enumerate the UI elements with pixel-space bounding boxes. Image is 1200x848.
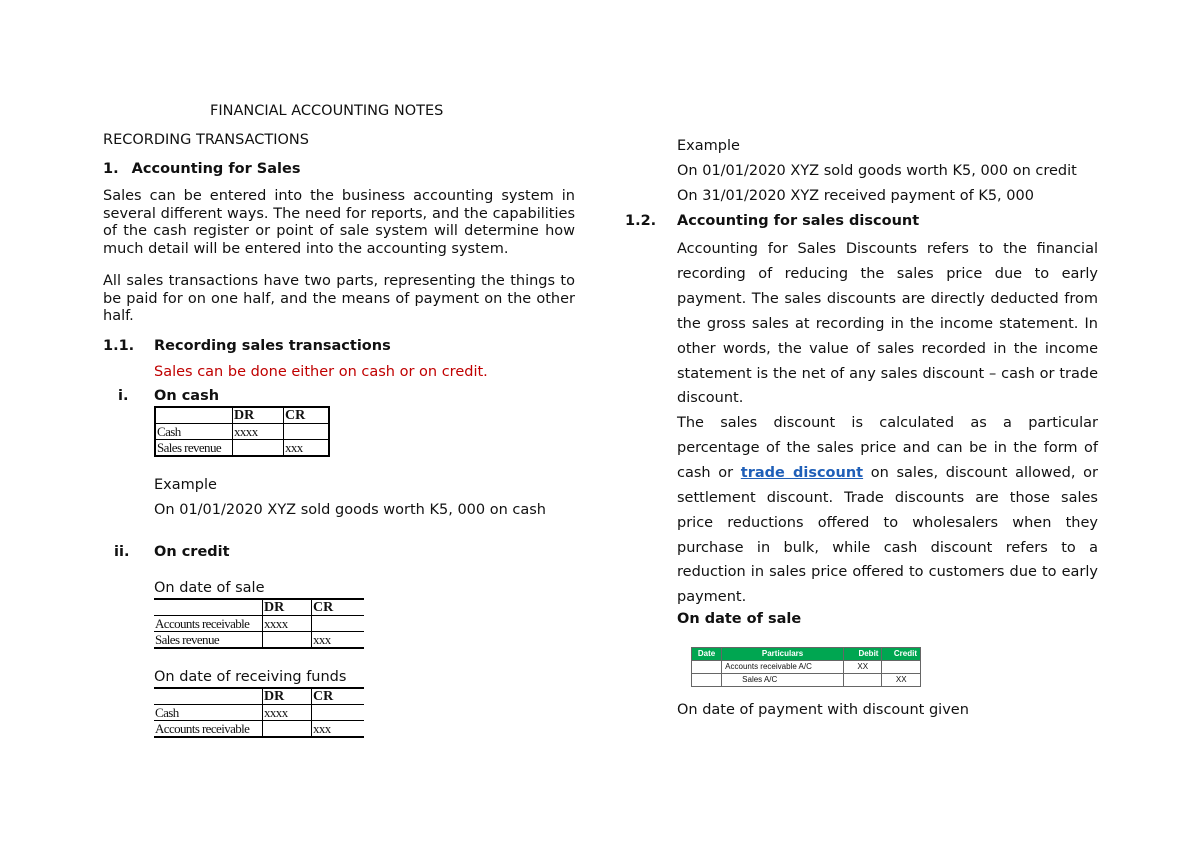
table-cell: Accounts receivable xyxy=(154,616,263,632)
table-row xyxy=(692,674,921,687)
table-cell: XX xyxy=(843,661,882,674)
table-cell xyxy=(312,616,365,632)
table-cell xyxy=(692,674,722,687)
table-row xyxy=(154,688,364,705)
table-cell xyxy=(263,721,312,738)
table-header-row xyxy=(692,648,921,661)
table-cell: Accounts receivable xyxy=(154,721,263,738)
table-row xyxy=(155,440,329,457)
example-credit-sale: On 01/01/2020 XYZ sold goods worth K5, 000 on credit xyxy=(677,163,1077,179)
heading-1-1-number: 1.1. xyxy=(103,338,135,354)
journal-entry-table xyxy=(691,647,921,687)
paragraph-discount-calculation xyxy=(677,411,1098,610)
table-header-dr: DR xyxy=(263,599,312,616)
table-cell xyxy=(154,688,263,705)
table-cell: Cash xyxy=(154,705,263,721)
cash-or-credit-note: Sales can be done either on cash or on credit. xyxy=(154,364,488,380)
table-cell xyxy=(154,599,263,616)
table-header-dr: DR xyxy=(263,688,312,705)
heading-1-1-text: Recording sales transactions xyxy=(154,338,391,354)
table-cell: xxx xyxy=(312,632,365,649)
receiving-funds-table xyxy=(154,687,364,738)
table-cell xyxy=(284,424,330,440)
table-cell: Cash xyxy=(155,424,233,440)
document-title: FINANCIAL ACCOUNTING NOTES xyxy=(210,103,444,119)
example-cash-sale: On 01/01/2020 XYZ sold goods worth K5, 000 on cash xyxy=(154,502,546,518)
table-cell: xxxx xyxy=(263,705,312,721)
table-cell xyxy=(692,661,722,674)
table-cell: xxx xyxy=(284,440,330,457)
heading-1-text: Accounting for Sales xyxy=(131,161,301,177)
heading-1-2-text: Accounting for sales discount xyxy=(677,213,920,229)
table-header-particulars: Particulars xyxy=(722,648,844,661)
example-label-right: Example xyxy=(677,138,740,154)
trade-discount-link[interactable]: trade discount xyxy=(740,464,864,481)
table-cell: xxxx xyxy=(263,616,312,632)
on-date-of-payment-label: On date of payment with discount given xyxy=(677,702,969,718)
table-cell: xxxx xyxy=(233,424,284,440)
paragraph-two-parts: All sales transactions have two parts, representing the things to be paid for on one half, and the means of payment on the other half. xyxy=(103,273,575,324)
table-cell: Sales A/C xyxy=(722,674,844,687)
item-ii-text: On credit xyxy=(154,544,230,560)
heading-1-number: 1. xyxy=(103,161,119,177)
example-payment-received: On 31/01/2020 XYZ received payment of K5, 000 xyxy=(677,188,1034,204)
table-header-credit: Credit xyxy=(882,648,921,661)
table-cell xyxy=(155,407,233,424)
item-i-text: On cash xyxy=(154,388,220,404)
example-label-left: Example xyxy=(154,477,217,493)
on-date-of-sale-heading: On date of sale xyxy=(677,611,802,627)
table-row xyxy=(692,661,921,674)
table-cell xyxy=(263,632,312,649)
table-cell: Sales revenue xyxy=(155,440,233,457)
heading-1 xyxy=(103,161,300,177)
table-row xyxy=(155,424,329,440)
item-ii-number: ii. xyxy=(114,544,130,560)
table-header-cr: CR xyxy=(284,407,330,424)
table-cell: xxx xyxy=(312,721,365,738)
table-cell: Accounts receivable A/C xyxy=(722,661,844,674)
table-cell xyxy=(882,661,921,674)
table-row xyxy=(154,632,364,649)
paragraph-text: on sales, discount allowed, or settlement discount. Trade discounts are those sales price reductions offered to wholesalers when they purchase in bulk, while cash discount refers to a reduction in sales price offered to customers due to early payment. xyxy=(677,464,1098,606)
table-header-cr: CR xyxy=(312,688,365,705)
table-cell: Sales revenue xyxy=(154,632,263,649)
table-header-debit: Debit xyxy=(843,648,882,661)
paragraph-sales-discounts: Accounting for Sales Discounts refers to the financial recording of reducing the sales price due to early payment. The sales discounts are directly deducted from the gross sales at recording in the income statement. In other words, the value of sales recorded in the income statement is the net of any sales discount – cash or trade discount. xyxy=(677,241,1098,407)
table-cell xyxy=(843,674,882,687)
cash-sale-table xyxy=(154,406,330,457)
table-header-cr: CR xyxy=(312,599,365,616)
section-heading-recording: RECORDING TRANSACTIONS xyxy=(103,132,309,148)
table-row xyxy=(154,721,364,738)
table-row xyxy=(154,616,364,632)
table-header-date: Date xyxy=(692,648,722,661)
heading-1-2-number: 1.2. xyxy=(625,213,657,229)
paragraph-sales-entry: Sales can be entered into the business accounting system in several different ways. The need for reports, and the capabilities of the cash register or point of sale system will determine how much detail will be entered into the accounting system. xyxy=(103,188,575,257)
paragraph-text: The sales discount is calculated as a particular percentage of the sales price and can be in the form of cash or xyxy=(677,415,1098,481)
table-cell xyxy=(312,705,365,721)
on-date-of-sale-label: On date of sale xyxy=(154,580,265,596)
item-i-number: i. xyxy=(118,388,129,404)
on-date-receiving-label: On date of receiving funds xyxy=(154,669,347,685)
credit-sale-table xyxy=(154,598,364,649)
table-row xyxy=(155,407,329,424)
table-header-dr: DR xyxy=(233,407,284,424)
table-cell xyxy=(233,440,284,457)
table-row xyxy=(154,705,364,721)
table-cell: XX xyxy=(882,674,921,687)
table-row xyxy=(154,599,364,616)
